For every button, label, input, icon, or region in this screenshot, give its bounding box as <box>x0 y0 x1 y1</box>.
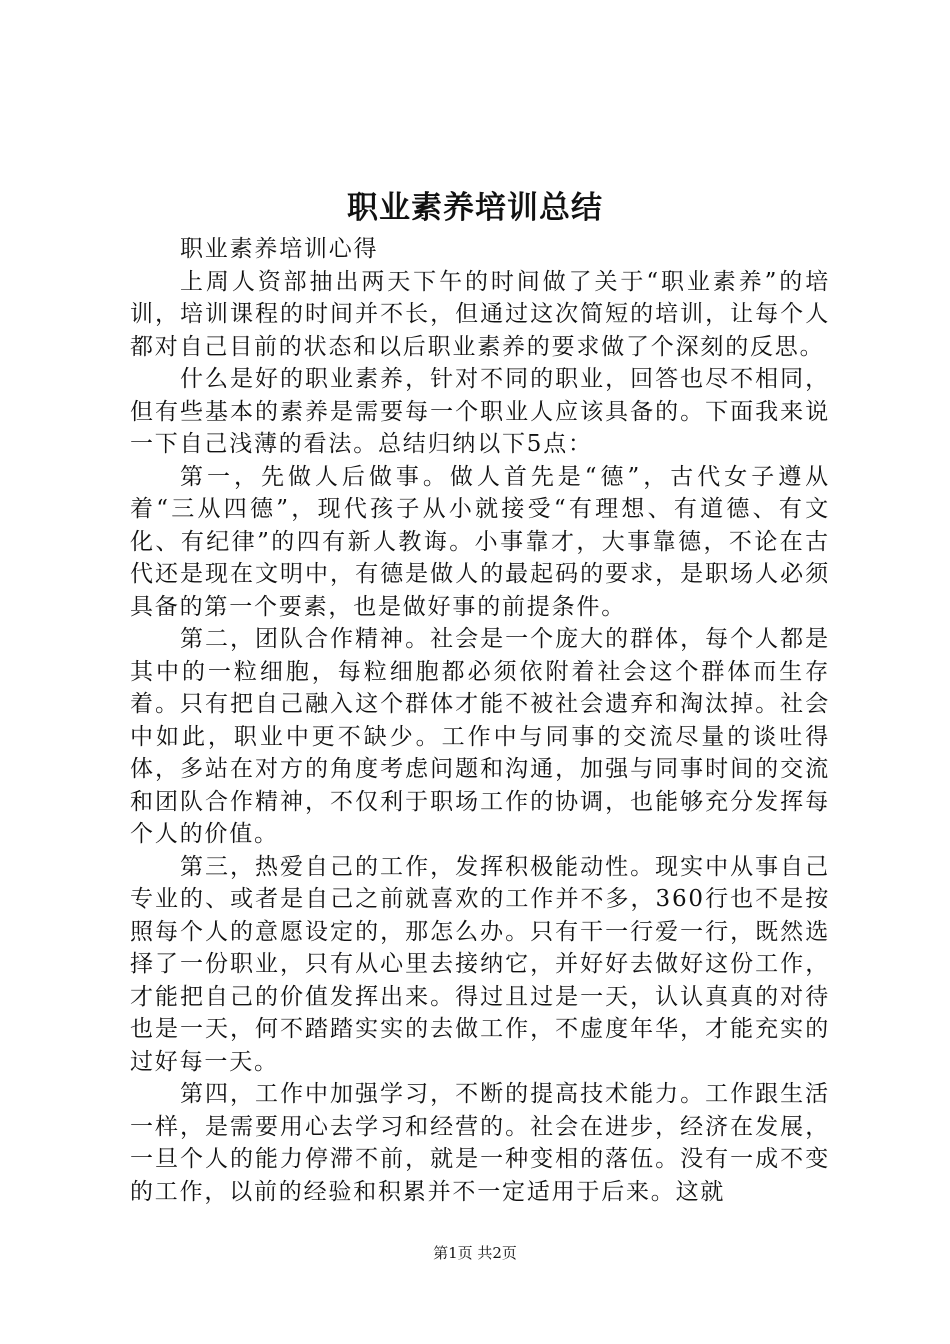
paragraph-5: 第三，热爱自己的工作，发挥积极能动性。现实中从事自己专业的、或者是自己之前就喜欢的工作并不多，360行也不是按照每个人的意愿设定的，那怎么办。只有干一行爱一行，既然选择了一份职业，只有从心里去接纳它，并好好去做好这份工作，才能把自己的价值发挥出来。得过且过是一天，认认真真的对待也是一天，何不踏踏实实的去做工作，不虚度年华，才能充实的过好每一天。 <box>130 853 830 1075</box>
page-footer: 第1页 共2页 <box>433 1244 517 1262</box>
document-title: 职业素养培训总结 <box>347 190 603 226</box>
subtitle-paragraph: 职业素养培训心得 <box>180 236 379 262</box>
document-body <box>130 233 830 1208</box>
paragraph-1: 上周人资部抽出两天下午的时间做了关于“职业素养”的培训，培训课程的时间并不长，但通过这次简短的培训，让每个人都对自己目前的状态和以后职业素养的要求做了个深刻的反思。 <box>130 268 830 360</box>
paragraph-2: 什么是好的职业素养，针对不同的职业，回答也尽不相同，但有些基本的素养是需要每一个职业人应该具备的。下面我来说一下自己浅薄的看法。总结归纳以下5点： <box>130 366 830 457</box>
paragraph-3: 第一，先做人后做事。做人首先是“德”，古代女子遵从着“三从四德”，现代孩子从小就接受“有理想、有道德、有文化、有纪律”的四有新人教诲。小事靠才，大事靠德，不论在古代还是现在文明中，有德是做人的最起码的要求，是职场人必须具备的第一个要素，也是做好事的前提条件。 <box>130 463 830 620</box>
paragraph-4: 第二，团队合作精神。社会是一个庞大的群体，每个人都是其中的一粒细胞，每粒细胞都必须依附着社会这个群体而生存着。只有把自己融入这个群体才能不被社会遗弃和淘汰掉。社会中如此，职业中更不缺少。工作中与同事的交流尽量的谈吐得体，多站在对方的角度考虑问题和沟通，加强与同事时间的交流和团队合作精神，不仅利于职场工作的协调，也能够充分发挥每个人的价值。 <box>130 626 830 847</box>
paragraph-6: 第四，工作中加强学习，不断的提高技术能力。工作跟生活一样，是需要用心去学习和经营的。社会在进步，经济在发展，一旦个人的能力停滞不前，就是一种变相的落伍。没有一成不变的工作，以前的经验和积累并不一定适用于后来。这就 <box>130 1081 830 1205</box>
